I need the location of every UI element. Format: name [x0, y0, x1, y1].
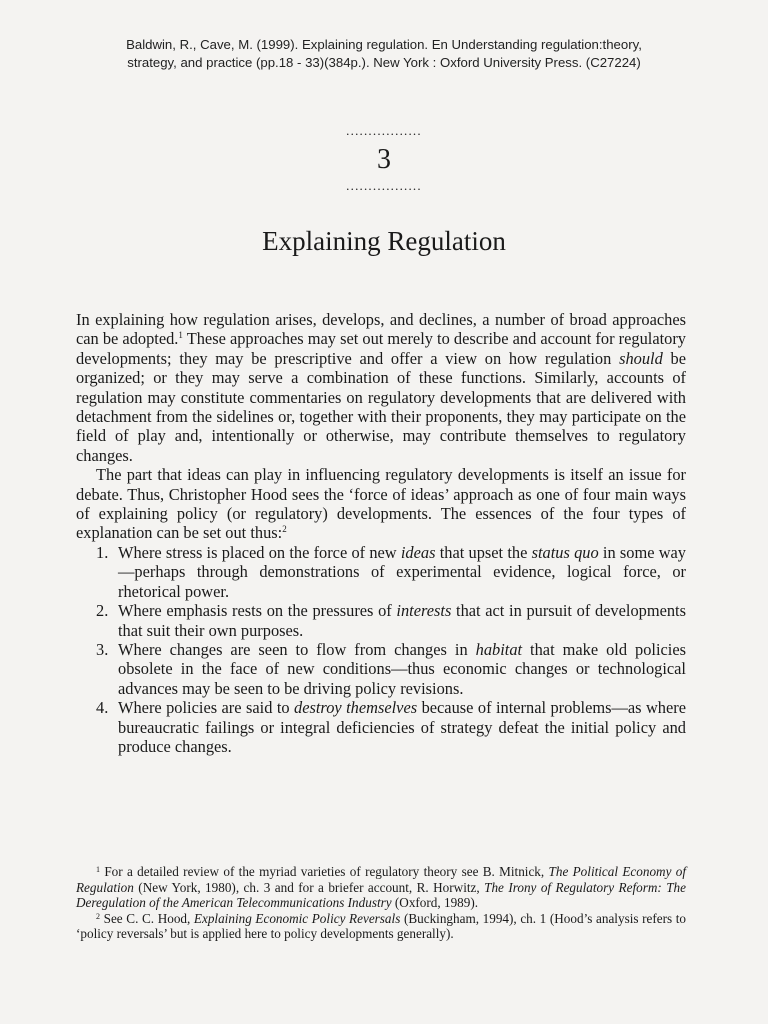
footnote-mark: 1 [96, 865, 100, 874]
list-item-text: that make old policies obsolete in the face of new conditions—thus economic changes or technological advances may be seen to be driving policy revisions. [118, 639, 686, 698]
footnote-text: For a detailed review of the myriad varieties of regulatory theory see B. Mitnick, [100, 864, 549, 879]
paragraph-2-text: The part that ideas can play in influencing regulatory developments is itself an issue for debate. Thus, Christopher Hood sees the ‘force of ideas’ approach as one of four main ways of explaining policy (or regulatory) developments. The essences of the four types of explanation can be set out thus: [76, 465, 686, 543]
list-item-number: 1. [96, 542, 109, 562]
paragraph-1-text-c: be organized; or they may serve a combination of these functions. Similarly, accounts of regulation may constitute commentaries on regulatory developments that are delivered with detachment from the sidelines or, together with their proponents, they may participate on the field of play and, intentionally or otherwise, may contribute themselves to regulatory changes. [76, 348, 686, 465]
footnote-mark: 2 [96, 911, 100, 921]
footnote-1 [76, 864, 686, 911]
list-item-text: in some way—perhaps through demonstrations of experimental evidence, logical force, or rhetorical power. [118, 542, 687, 601]
footnote-text: (Oxford, 1989). [391, 895, 479, 911]
explanation-list [76, 543, 686, 756]
list-item-text: Where stress is placed on the force of new [118, 542, 401, 562]
paragraph-1-emphasis: should [619, 348, 663, 368]
chapter-number: 3 [377, 144, 391, 175]
list-item-number: 3. [96, 639, 109, 659]
list-item [76, 601, 686, 640]
list-item-text: Where policies are said to [118, 698, 295, 718]
chapter-rule-bottom: ................. [346, 178, 422, 193]
citation-header [0, 36, 768, 72]
list-item-text: Where changes are seen to flow from changes in [118, 639, 476, 659]
chapter-rule-top: ................. [346, 123, 422, 138]
list-item-text: because of internal problems—as where bureaucratic failings or integral deficiencies of strategy defeat the initial policy and produce changes. [118, 698, 686, 756]
footnote-title: The Irony of Regulatory Reform: The Deregulation of the American Telecommunications Industry [76, 879, 686, 911]
chapter-title: Explaining Regulation [262, 226, 506, 256]
list-item-emphasis: interests [396, 601, 452, 621]
footnote-text: (New York, 1980), ch. 3 and for a briefer account, R. Horwitz, [133, 879, 485, 895]
footnote-2 [76, 911, 686, 942]
footnotes [76, 864, 686, 942]
paragraph-2 [76, 465, 686, 543]
list-item-emphasis: habitat [475, 639, 523, 659]
citation-line-2: strategy, and practice (pp.18 - 33)(384p.). New York : Oxford University Press. (C27224) [127, 55, 641, 70]
list-item-text: that upset the [435, 542, 532, 562]
list-item-emphasis: ideas [400, 542, 436, 562]
list-item [76, 543, 686, 601]
paragraph-1 [76, 310, 686, 465]
footnote-title: The Political Economy of Regulation [76, 864, 687, 895]
citation-line-1: Baldwin, R., Cave, M. (1999). Explaining regulation. En Understanding regulation:theory, [126, 37, 642, 52]
footnote-title: Explaining Economic Policy Reversals [193, 910, 401, 926]
paragraph-1-text-b: These approaches may set out merely to describe and account for regulatory developments; they may be prescriptive and offer a view on how regulation [76, 329, 686, 368]
list-item-text: that act in pursuit of developments that suit their own purposes. [118, 601, 686, 640]
footnote-ref-1: 1 [178, 330, 183, 341]
body-text [76, 310, 686, 756]
list-item [76, 698, 686, 756]
footnote-ref-2: 2 [282, 524, 287, 535]
list-item-emphasis: destroy themselves [294, 698, 418, 718]
list-item-emphasis: status quo [531, 542, 599, 562]
footnote-text: See C. C. Hood, [100, 910, 194, 926]
paragraph-1-text-a: In explaining how regulation arises, develops, and declines, a number of broad approaches can be adopted. [76, 310, 686, 349]
footnote-text: (Buckingham, 1994), ch. 1 (Hood’s analysis refers to ‘policy reversals’ but is applied here to policy developments generally). [76, 910, 686, 942]
list-item-number: 4. [96, 698, 109, 718]
list-item-text: Where emphasis rests on the pressures of [118, 601, 397, 621]
list-item [76, 640, 686, 698]
list-item-number: 2. [96, 601, 109, 621]
